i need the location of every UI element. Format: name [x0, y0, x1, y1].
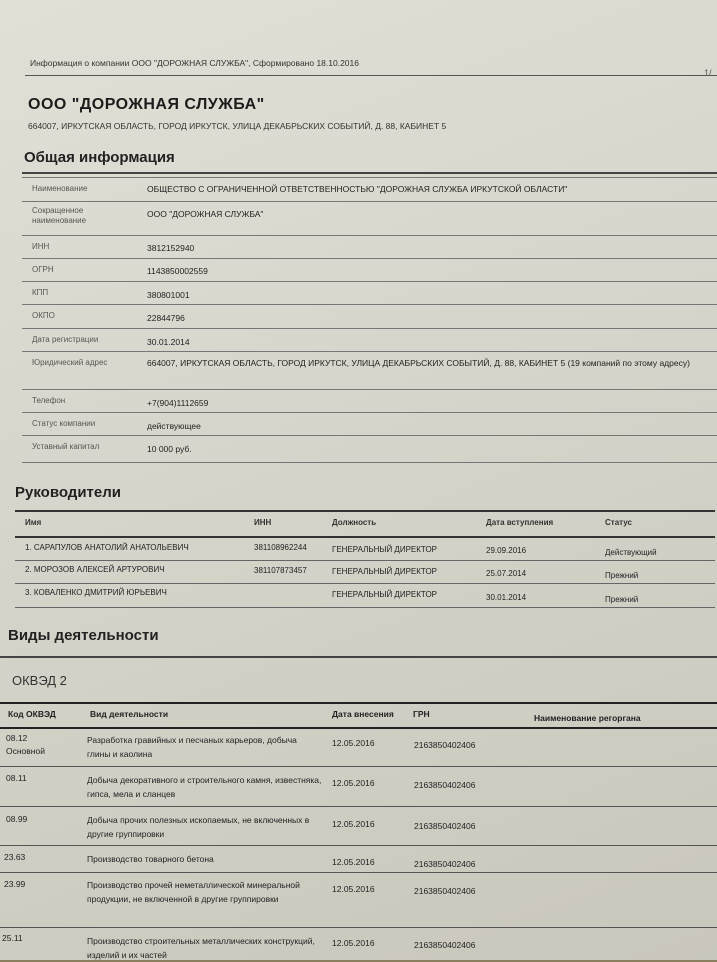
managers-col-position: Должность: [332, 518, 377, 527]
info-row-status: [22, 412, 717, 436]
info-label: Наименование: [32, 184, 88, 193]
okved-grn: 2163850402406: [414, 740, 476, 750]
managers-col-date: Дата вступления: [486, 518, 554, 527]
okved-grn: 2163850402406: [414, 780, 476, 790]
info-value: ОБЩЕСТВО С ОГРАНИЧЕННОЙ ОТВЕТСТВЕННОСТЬЮ "ДОРОЖНАЯ СЛУЖБА ИРКУТСКОЙ ОБЛАСТИ": [147, 184, 568, 194]
okved-header-rule: [0, 702, 717, 704]
report-header: Информация о компании ООО "ДОРОЖНАЯ СЛУЖБА", Сформировано 18.10.2016: [30, 58, 359, 68]
info-row-inn: [22, 235, 717, 259]
manager-position: ГЕНЕРАЛЬНЫЙ ДИРЕКТОР: [332, 590, 438, 599]
info-row-phone: [22, 389, 717, 413]
section-title-general: Общая информация: [24, 149, 175, 166]
info-label: Уставный капитал: [32, 442, 100, 451]
company-address: 664007, ИРКУТСКАЯ ОБЛАСТЬ, ГОРОД ИРКУТСК, УЛИЦА ДЕКАБРЬСКИХ СОБЫТИЙ, Д. 88, КАБИНЕТ 5: [28, 121, 447, 131]
manager-status: Действующий: [605, 548, 657, 557]
okved-date: 12.05.2016: [332, 778, 375, 788]
section-title-activities: Виды деятельности: [8, 627, 159, 644]
okved-header-bottom-rule: [0, 727, 717, 729]
info-label: Юридический адрес: [32, 358, 108, 367]
row-divider: [0, 872, 717, 873]
info-value: 3812152940: [147, 243, 195, 253]
manager-status: Прежний: [605, 571, 639, 580]
okved-date: 12.05.2016: [332, 819, 375, 829]
section-rule: [22, 172, 717, 174]
section-rule: [0, 656, 717, 658]
info-row-legal-address: [22, 351, 717, 390]
okved-code: 23.99: [4, 879, 26, 889]
okved-activity: Производство товарного бетона: [87, 854, 214, 864]
info-row-name: [22, 177, 717, 202]
row-divider: [0, 845, 717, 846]
okved-grn: 2163850402406: [414, 859, 476, 869]
row-divider: [0, 927, 717, 928]
manager-date: 29.09.2016: [486, 546, 527, 555]
okved-activity: Разработка гравийных и песчаных карьеров, добыча глины и каолина: [87, 735, 297, 759]
info-label: Телефон: [32, 396, 66, 405]
manager-position: ГЕНЕРАЛЬНЫЙ ДИРЕКТОР: [332, 567, 438, 576]
okved-date: 12.05.2016: [332, 857, 375, 867]
okved-col-code: Код ОКВЭД: [8, 709, 56, 719]
info-row-short-name: [22, 201, 717, 236]
manager-inn: 381108962244: [254, 543, 307, 552]
manager-name: 3. КОВАЛЕНКО ДМИТРИЙ ЮРЬЕВИЧ: [25, 588, 167, 597]
managers-header-rule: [15, 510, 715, 512]
info-value: 30.01.2014: [147, 337, 190, 347]
okved-col-regorgan: Наименование регоргана: [534, 713, 641, 723]
okved-subtitle: ОКВЭД 2: [12, 673, 67, 688]
info-value: 1143850002559: [147, 266, 208, 276]
okved-code: 08.99: [6, 814, 28, 824]
row-divider: [15, 607, 715, 608]
okved-code: 25.11: [2, 933, 23, 943]
info-row-kpp: [22, 281, 717, 305]
managers-col-status: Статус: [605, 518, 632, 527]
managers-col-name: Имя: [25, 518, 42, 527]
okved-date: 12.05.2016: [332, 938, 375, 948]
managers-header-bottom-rule: [15, 536, 715, 538]
info-row-ogrn: [22, 258, 717, 282]
okved-grn: 2163850402406: [414, 821, 476, 831]
info-label: ОГРН: [32, 265, 54, 274]
managers-col-inn: ИНН: [254, 518, 272, 527]
manager-name: 2. МОРОЗОВ АЛЕКСЕЙ АРТУРОВИЧ: [25, 565, 165, 574]
info-label: ИНН: [32, 242, 50, 251]
manager-date: 30.01.2014: [486, 593, 527, 602]
okved-activity: Производство прочей неметаллической минеральной продукции, не включенной в другие группировки: [87, 880, 300, 904]
info-value: 664007, ИРКУТСКАЯ ОБЛАСТЬ, ГОРОД ИРКУТСК, УЛИЦА ДЕКАБРЬСКИХ СОБЫТИЙ, Д. 88, КАБИНЕТ 5 (19 компаний по этому адресу): [147, 358, 690, 368]
info-label: Дата регистрации: [32, 335, 99, 344]
manager-status: Прежний: [605, 595, 639, 604]
info-row-okpo: [22, 304, 717, 329]
info-value: +7(904)1112659: [147, 398, 209, 408]
info-row-capital: [22, 435, 717, 463]
info-value: 22844796: [147, 313, 185, 323]
company-name: ООО "ДОРОЖНАЯ СЛУЖБА": [28, 96, 265, 113]
okved-col-activity: Вид деятельности: [90, 709, 169, 719]
info-value: 10 000 руб.: [147, 444, 192, 454]
manager-name: 1. САРАПУЛОВ АНАТОЛИЙ АНАТОЛЬЕВИЧ: [25, 543, 189, 552]
info-label: ОКПО: [32, 311, 55, 320]
manager-inn: 381107873457: [254, 566, 307, 575]
okved-activity: Добыча декоративного и строительного камня, известняка, гипса, мела и сланцев: [87, 775, 322, 799]
info-value: 380801001: [147, 290, 190, 300]
okved-code: 23.63: [4, 852, 26, 862]
row-divider: [0, 806, 717, 807]
okved-code: 08.11: [6, 773, 27, 783]
okved-col-date: Дата внесения: [332, 709, 394, 719]
manager-position: ГЕНЕРАЛЬНЫЙ ДИРЕКТОР: [332, 545, 438, 554]
info-label: Сокращенное наименование: [32, 206, 87, 225]
manager-date: 25.07.2014: [486, 569, 527, 578]
info-row-reg-date: [22, 328, 717, 352]
row-divider: [15, 560, 715, 561]
okved-grn: 2163850402406: [414, 886, 476, 896]
page-number: 1/: [704, 68, 712, 78]
okved-activity: Добыча прочих полезных ископаемых, не включенных в другие группировки: [87, 815, 310, 839]
okved-date: 12.05.2016: [332, 884, 375, 894]
okved-code: 08.12: [6, 733, 28, 743]
okved-grn: 2163850402406: [414, 940, 476, 950]
okved-main-note: Основной: [6, 746, 45, 756]
header-divider: [25, 75, 717, 76]
row-divider: [15, 583, 715, 584]
info-label: Статус компании: [32, 419, 96, 428]
info-value: ООО "ДОРОЖНАЯ СЛУЖБА": [147, 209, 264, 219]
okved-activity: Производство строительных металлических конструкций, изделий и их частей: [87, 936, 315, 960]
section-title-managers: Руководители: [15, 484, 121, 501]
info-label: КПП: [32, 288, 49, 297]
okved-col-grn: ГРН: [413, 709, 430, 719]
okved-date: 12.05.2016: [332, 738, 375, 748]
row-divider: [0, 766, 717, 767]
info-value: действующее: [147, 421, 201, 431]
